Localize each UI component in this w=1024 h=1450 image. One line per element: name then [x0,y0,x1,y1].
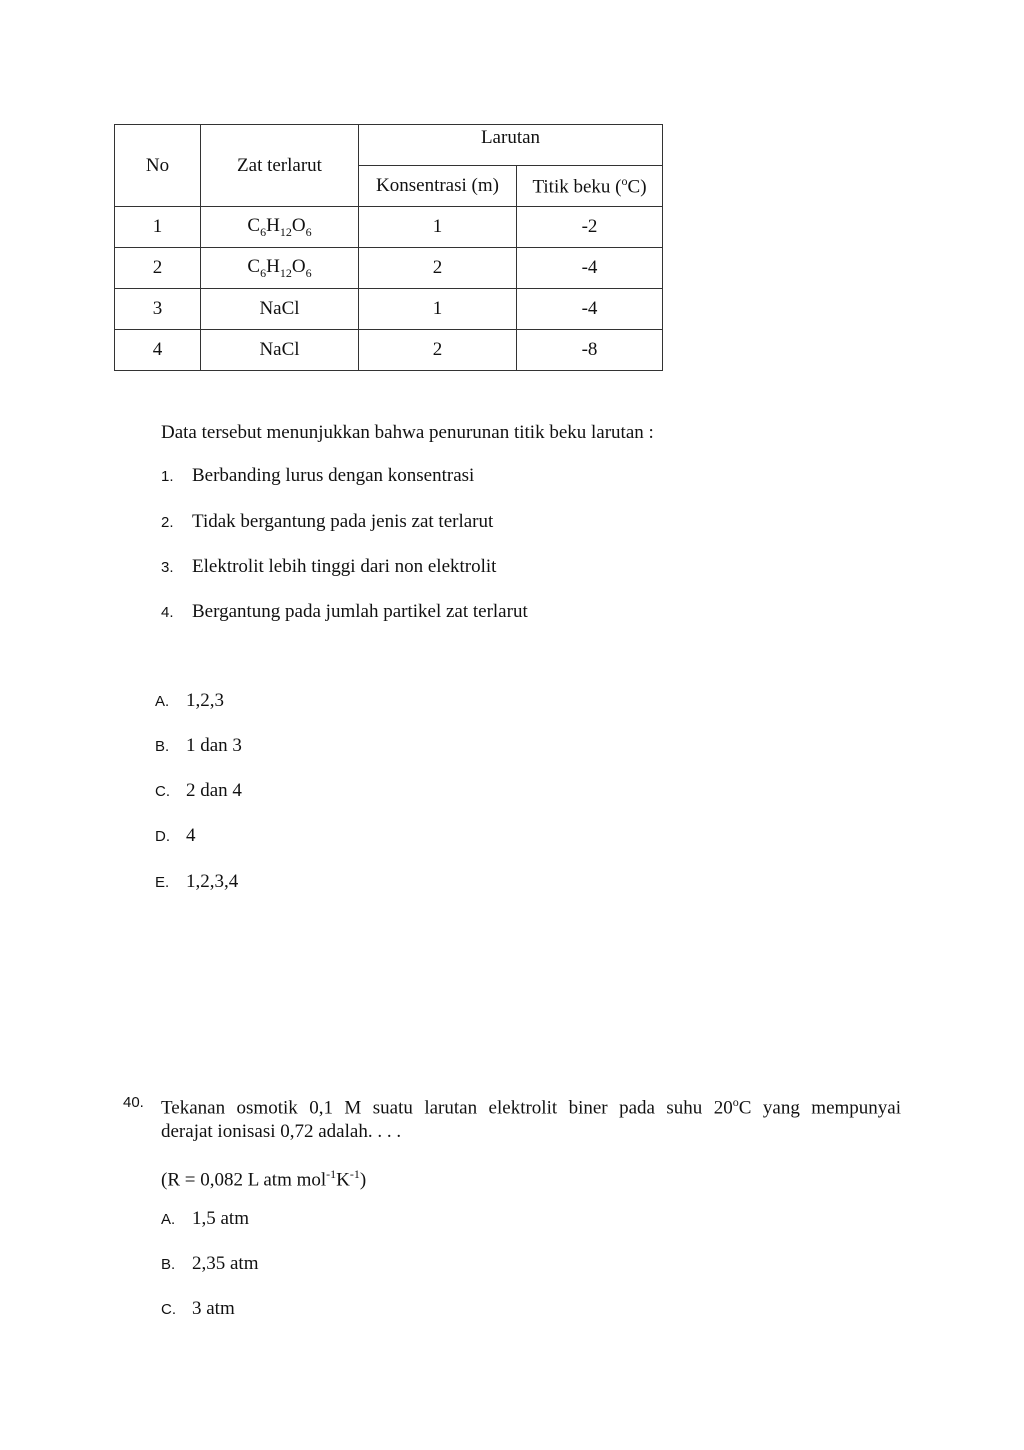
statement-text: Tidak bergantung pada jenis zat terlarut [192,511,494,532]
option-text: 3 atm [192,1298,235,1319]
option-letter: B. [161,1256,176,1273]
cell-konsentrasi: 1 [359,207,517,248]
cell-no: 2 [115,248,201,289]
cell-titik-beku: -8 [517,330,663,371]
answer-option[interactable] [161,1207,249,1232]
statement-item [161,555,496,580]
cell-titik-beku: -2 [517,207,663,248]
table-row [115,289,663,330]
cell-no: 4 [115,330,201,371]
answer-option[interactable] [161,1252,259,1277]
question-line-2: derajat ionisasi 0,72 adalah. . . . [161,1121,402,1142]
table-row [115,248,663,289]
cell-zat: NaCl [201,330,359,371]
header-zat-terlarut: Zat terlarut [201,125,359,207]
cell-zat: $C_6H_{12}O_6$ [201,207,359,248]
option-text: 1,5 atm [192,1208,249,1229]
cell-konsentrasi: 2 [359,330,517,371]
option-text: 1,2,3 [186,690,224,711]
statement-number: 4. [161,604,174,621]
cell-zat: NaCl [201,289,359,330]
statement-text: Elektrolit lebih tinggi dari non elektrolit [192,556,497,577]
header-no: No [115,125,201,207]
option-text: 2,35 atm [192,1253,259,1274]
question-number: 40. [123,1094,144,1111]
option-text: 4 [186,825,196,846]
cell-konsentrasi: 2 [359,248,517,289]
answer-option[interactable] [155,734,242,759]
answer-option[interactable] [155,870,238,895]
header-titik-beku: Titik beku ($^o$C) [517,166,663,207]
statement-number: 3. [161,559,174,576]
cell-konsentrasi: 1 [359,289,517,330]
option-text: 2 dan 4 [186,780,242,801]
statement-item [161,464,474,489]
option-letter: C. [161,1301,176,1318]
statement-text: Bergantung pada jumlah partikel zat terlarut [192,601,528,622]
answer-option[interactable] [155,824,196,849]
option-letter: D. [155,828,170,845]
gas-constant: (R = 0,082 L atm $mol^{-1}K^{-1}$) [161,1167,367,1191]
table-row [115,330,663,371]
option-letter: A. [161,1211,176,1228]
cell-zat: $C_6H_{12}O_6$ [201,248,359,289]
answer-option[interactable] [155,779,242,804]
question-line-1: Tekanan osmotik 0,1 M suatu larutan elektrolit biner pada suhu 20$^o$C yang mempunyai [161,1095,902,1119]
statement-number: 1. [161,468,174,485]
option-letter: C. [155,783,170,800]
statement-number: 2. [161,514,174,531]
option-letter: A. [155,693,170,710]
cell-no: 1 [115,207,201,248]
statement-item [161,600,528,625]
option-text: 1,2,3,4 [186,871,239,892]
option-letter: B. [155,738,170,755]
header-konsentrasi: Konsentrasi (m) [359,166,517,207]
statement-text: Berbanding lurus dengan konsentrasi [192,465,475,486]
statement-intro: Data tersebut menunjukkan bahwa penurunan titik beku larutan : [161,422,654,443]
header-larutan: Larutan [359,125,663,166]
cell-titik-beku: -4 [517,289,663,330]
cell-no: 3 [115,289,201,330]
cell-titik-beku: -4 [517,248,663,289]
option-letter: E. [155,874,170,891]
answer-option[interactable] [155,689,224,714]
table-row [115,207,663,248]
statement-item [161,510,493,535]
answer-option[interactable] [161,1297,235,1322]
option-text: 1 dan 3 [186,735,242,756]
freezing-point-table [114,124,663,371]
